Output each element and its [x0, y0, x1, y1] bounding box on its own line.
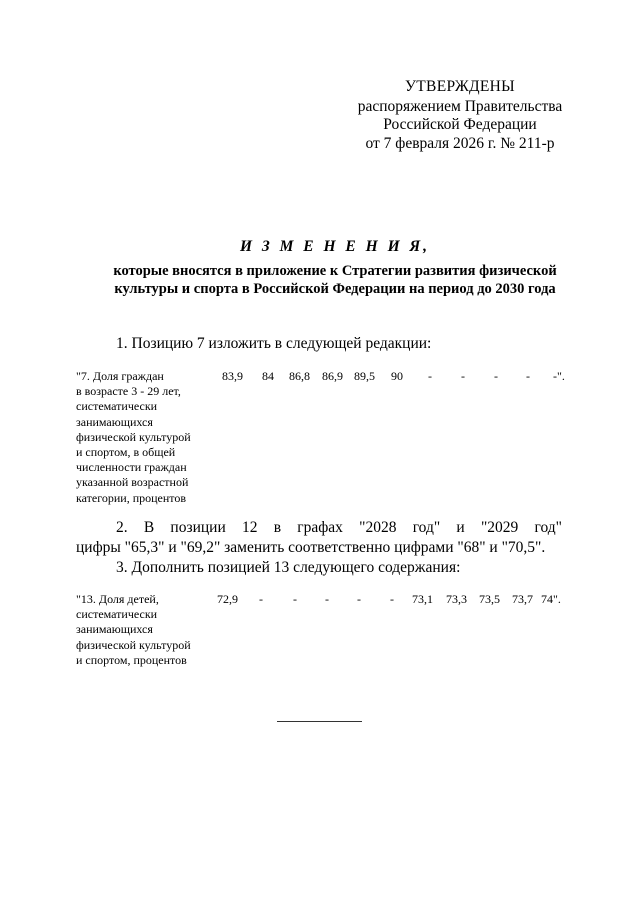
- row-7-label-line: систематически: [76, 399, 158, 414]
- item-2-line-1: 2. В позиции 12 в графах "2028 год" и "2029 год": [116, 519, 562, 536]
- row-7-value: -: [526, 369, 530, 383]
- row-13-label-line: "13. Доля детей,: [76, 592, 159, 606]
- row-13-value: -: [293, 592, 297, 606]
- row-7-value: -: [494, 369, 498, 383]
- row-13-label-line: и спортом, процентов: [76, 652, 187, 667]
- row-13-value: 74".: [541, 592, 561, 606]
- row-13-value: 73,5: [479, 592, 500, 606]
- document-title: И З М Е Н Е Н И Я,: [239, 238, 431, 255]
- approval-block: [340, 78, 580, 153]
- row-13-value: -: [325, 592, 329, 606]
- subtitle-line-1: которые вносятся в приложение к Стратегии развития физической: [113, 263, 557, 279]
- row-7-value: 83,9: [222, 369, 243, 383]
- row-7-label-line: физической культурой: [76, 429, 191, 444]
- item-1-text: 1. Позицию 7 изложить в следующей редакции:: [116, 335, 432, 352]
- row-7-value: 84: [262, 369, 274, 383]
- row-7-value: 86,8: [289, 369, 310, 383]
- row-7-label-line: занимающихся: [76, 414, 153, 429]
- row-13-value: 73,3: [446, 592, 467, 606]
- document-subtitle: [60, 262, 610, 298]
- row-7-label-line: численности граждан: [76, 460, 187, 475]
- approval-line-3: от 7 февраля 2026 г. № 211-р: [365, 134, 555, 152]
- row-7-value: 86,9: [322, 369, 343, 383]
- row-13-value: -: [357, 592, 361, 606]
- row-13-value: 73,7: [512, 592, 533, 606]
- row-7-value: -: [428, 369, 432, 383]
- row-7-label-line: в возрасте 3 - 29 лет,: [76, 384, 181, 399]
- row-13-label-line: систематически: [76, 607, 158, 622]
- approval-title: УТВЕРЖДЕНЫ: [405, 78, 515, 95]
- row-7-label-line: указанной возрастной: [76, 475, 189, 490]
- row-7-value: 90: [391, 369, 403, 383]
- row-7-label-line: "7. Доля граждан: [76, 369, 164, 383]
- item-3-text: 3. Дополнить позицией 13 следующего содержания:: [116, 559, 461, 576]
- row-13-label: [76, 592, 216, 668]
- row-7-value: -: [461, 369, 465, 383]
- approval-line-2: Российской Федерации: [383, 116, 537, 133]
- approval-line-1: распоряжением Правительства: [357, 97, 563, 115]
- row-7-value: -".: [553, 369, 565, 383]
- row-13-label-line: занимающихся: [76, 622, 153, 637]
- row-13-value: 73,1: [412, 592, 433, 606]
- item-2-text: [76, 518, 562, 558]
- closing-divider: [277, 721, 362, 722]
- row-13-value: -: [390, 592, 394, 606]
- subtitle-line-2: культуры и спорта в Российской Федерации на период до 2030 года: [114, 281, 556, 297]
- row-7-label-line: и спортом, в общей: [76, 445, 176, 460]
- row-7-value: 89,5: [354, 369, 375, 383]
- row-13-value: -: [259, 592, 263, 606]
- row-13-label-line: физической культурой: [76, 637, 191, 652]
- row-13-value: 72,9: [217, 592, 238, 606]
- item-2-line-2: цифры "65,3" и "69,2" заменить соответственно цифрами "68" и "70,5".: [76, 539, 546, 556]
- row-7-label: [76, 369, 216, 506]
- row-7-label-line: категории, процентов: [76, 490, 187, 505]
